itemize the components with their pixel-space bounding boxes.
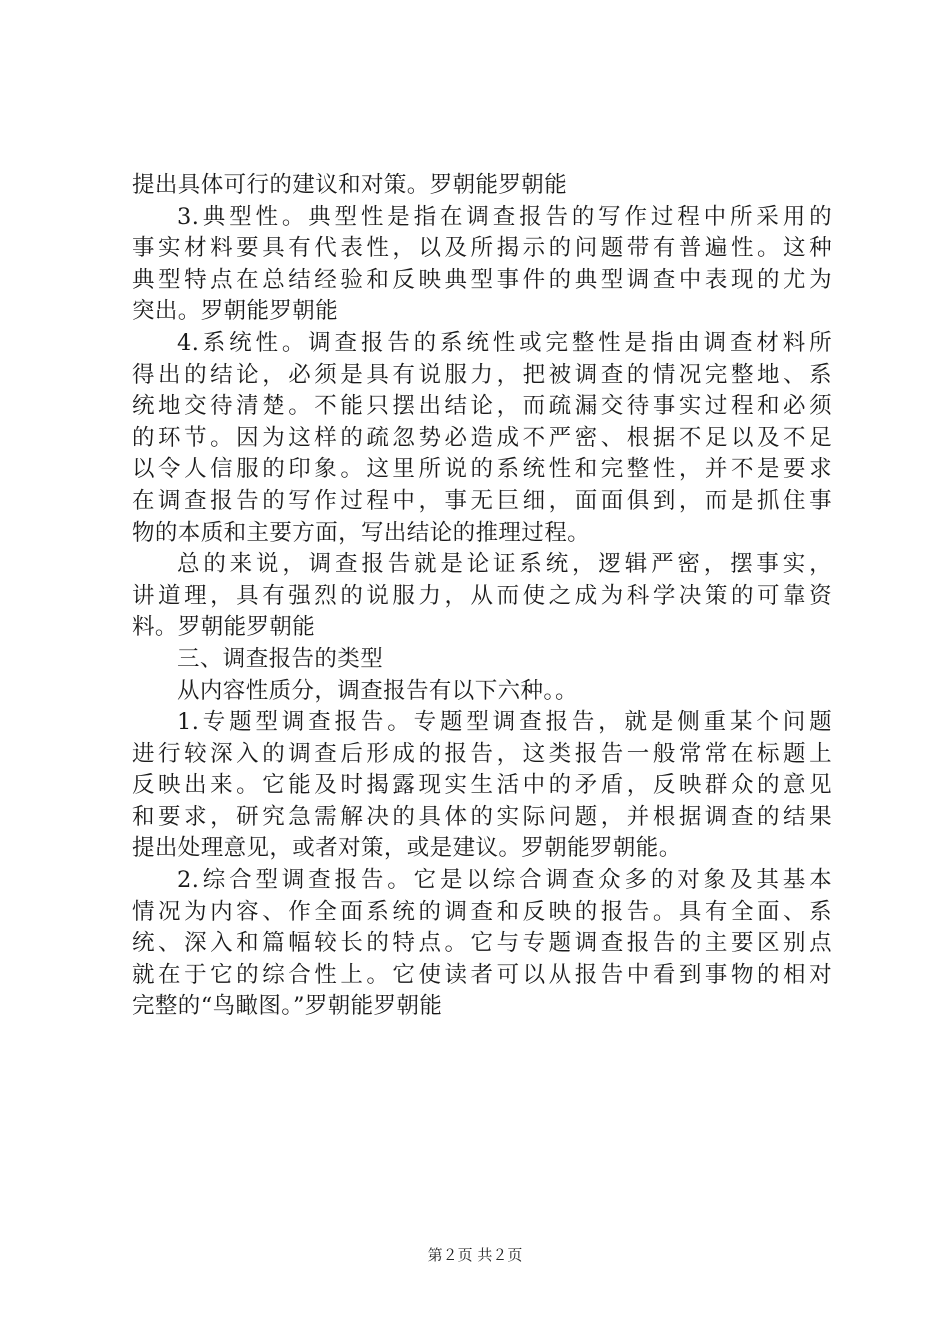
text-line: 事实材料要具有代表性，以及所揭示的问题带有普遍性。这种 <box>132 235 832 262</box>
text-line: 4.系统性。调查报告的系统性或完整性是指由调查材料所 <box>177 329 832 356</box>
text-line: 讲道理，具有强烈的说服力，从而使之成为科学决策的可靠资 <box>132 582 832 609</box>
text-line: 得出的结论，必须是具有说服力，把被调查的情况完整地、系 <box>132 361 832 388</box>
text-line: 突出。罗朝能罗朝能 <box>132 298 339 325</box>
text-line: 统、深入和篇幅较长的特点。它与专题调查报告的主要区别点 <box>132 930 832 957</box>
text-line: 3.典型性。典型性是指在调查报告的写作过程中所采用的 <box>177 203 832 230</box>
text-line: 进行较深入的调查后形成的报告，这类报告一般常常在标题上 <box>132 740 832 767</box>
text-line: 情况为内容、作全面系统的调查和反映的报告。具有全面、系 <box>132 898 832 925</box>
text-line: 统地交待清楚。不能只摆出结论，而疏漏交待事实过程和必须 <box>132 393 832 420</box>
text-line: 反映出来。它能及时揭露现实生活中的矛盾，反映群众的意见 <box>132 772 832 799</box>
text-line: 在调查报告的写作过程中，事无巨细，面面俱到，而是抓住事 <box>132 487 832 514</box>
page-footer: 第２页 共２页 <box>427 1246 523 1264</box>
text-line: 料。罗朝能罗朝能 <box>132 614 316 641</box>
text-line: 从内容性质分，调查报告有以下六种。。 <box>177 677 578 704</box>
text-line: 2.综合型调查报告。它是以综合调查众多的对象及其基本 <box>177 867 832 894</box>
text-line: 典型特点在总结经验和反映典型事件的典型调查中表现的尤为 <box>132 266 832 293</box>
document-body <box>132 170 832 1023</box>
text-line: 的环节。因为这样的疏忽势必造成不严密、根据不足以及不足 <box>132 424 832 451</box>
text-line: 和要求，研究急需解决的具体的实际问题，并根据调查的结果 <box>132 803 832 830</box>
text-line: 完整的“鸟瞰图。”罗朝能罗朝能 <box>132 993 443 1020</box>
text-line: 就在于它的综合性上。它使读者可以从报告中看到事物的相对 <box>132 961 832 988</box>
text-line: 物的本质和主要方面，写出结论的推理过程。 <box>132 519 591 546</box>
text-line: 1.专题型调查报告。专题型调查报告，就是侧重某个问题 <box>177 709 832 736</box>
text-line: 三、调查报告的类型 <box>177 645 384 672</box>
text-line: 提出具体可行的建议和对策。罗朝能罗朝能 <box>132 172 568 198</box>
text-line: 提出处理意见，或者对策，或是建议。罗朝能罗朝能。 <box>132 835 682 862</box>
text-line: 总的来说，调查报告就是论证系统，逻辑严密，摆事实， <box>177 551 832 578</box>
text-line: 以令人信服的印象。这里所说的系统性和完整性，并不是要求 <box>132 456 832 483</box>
